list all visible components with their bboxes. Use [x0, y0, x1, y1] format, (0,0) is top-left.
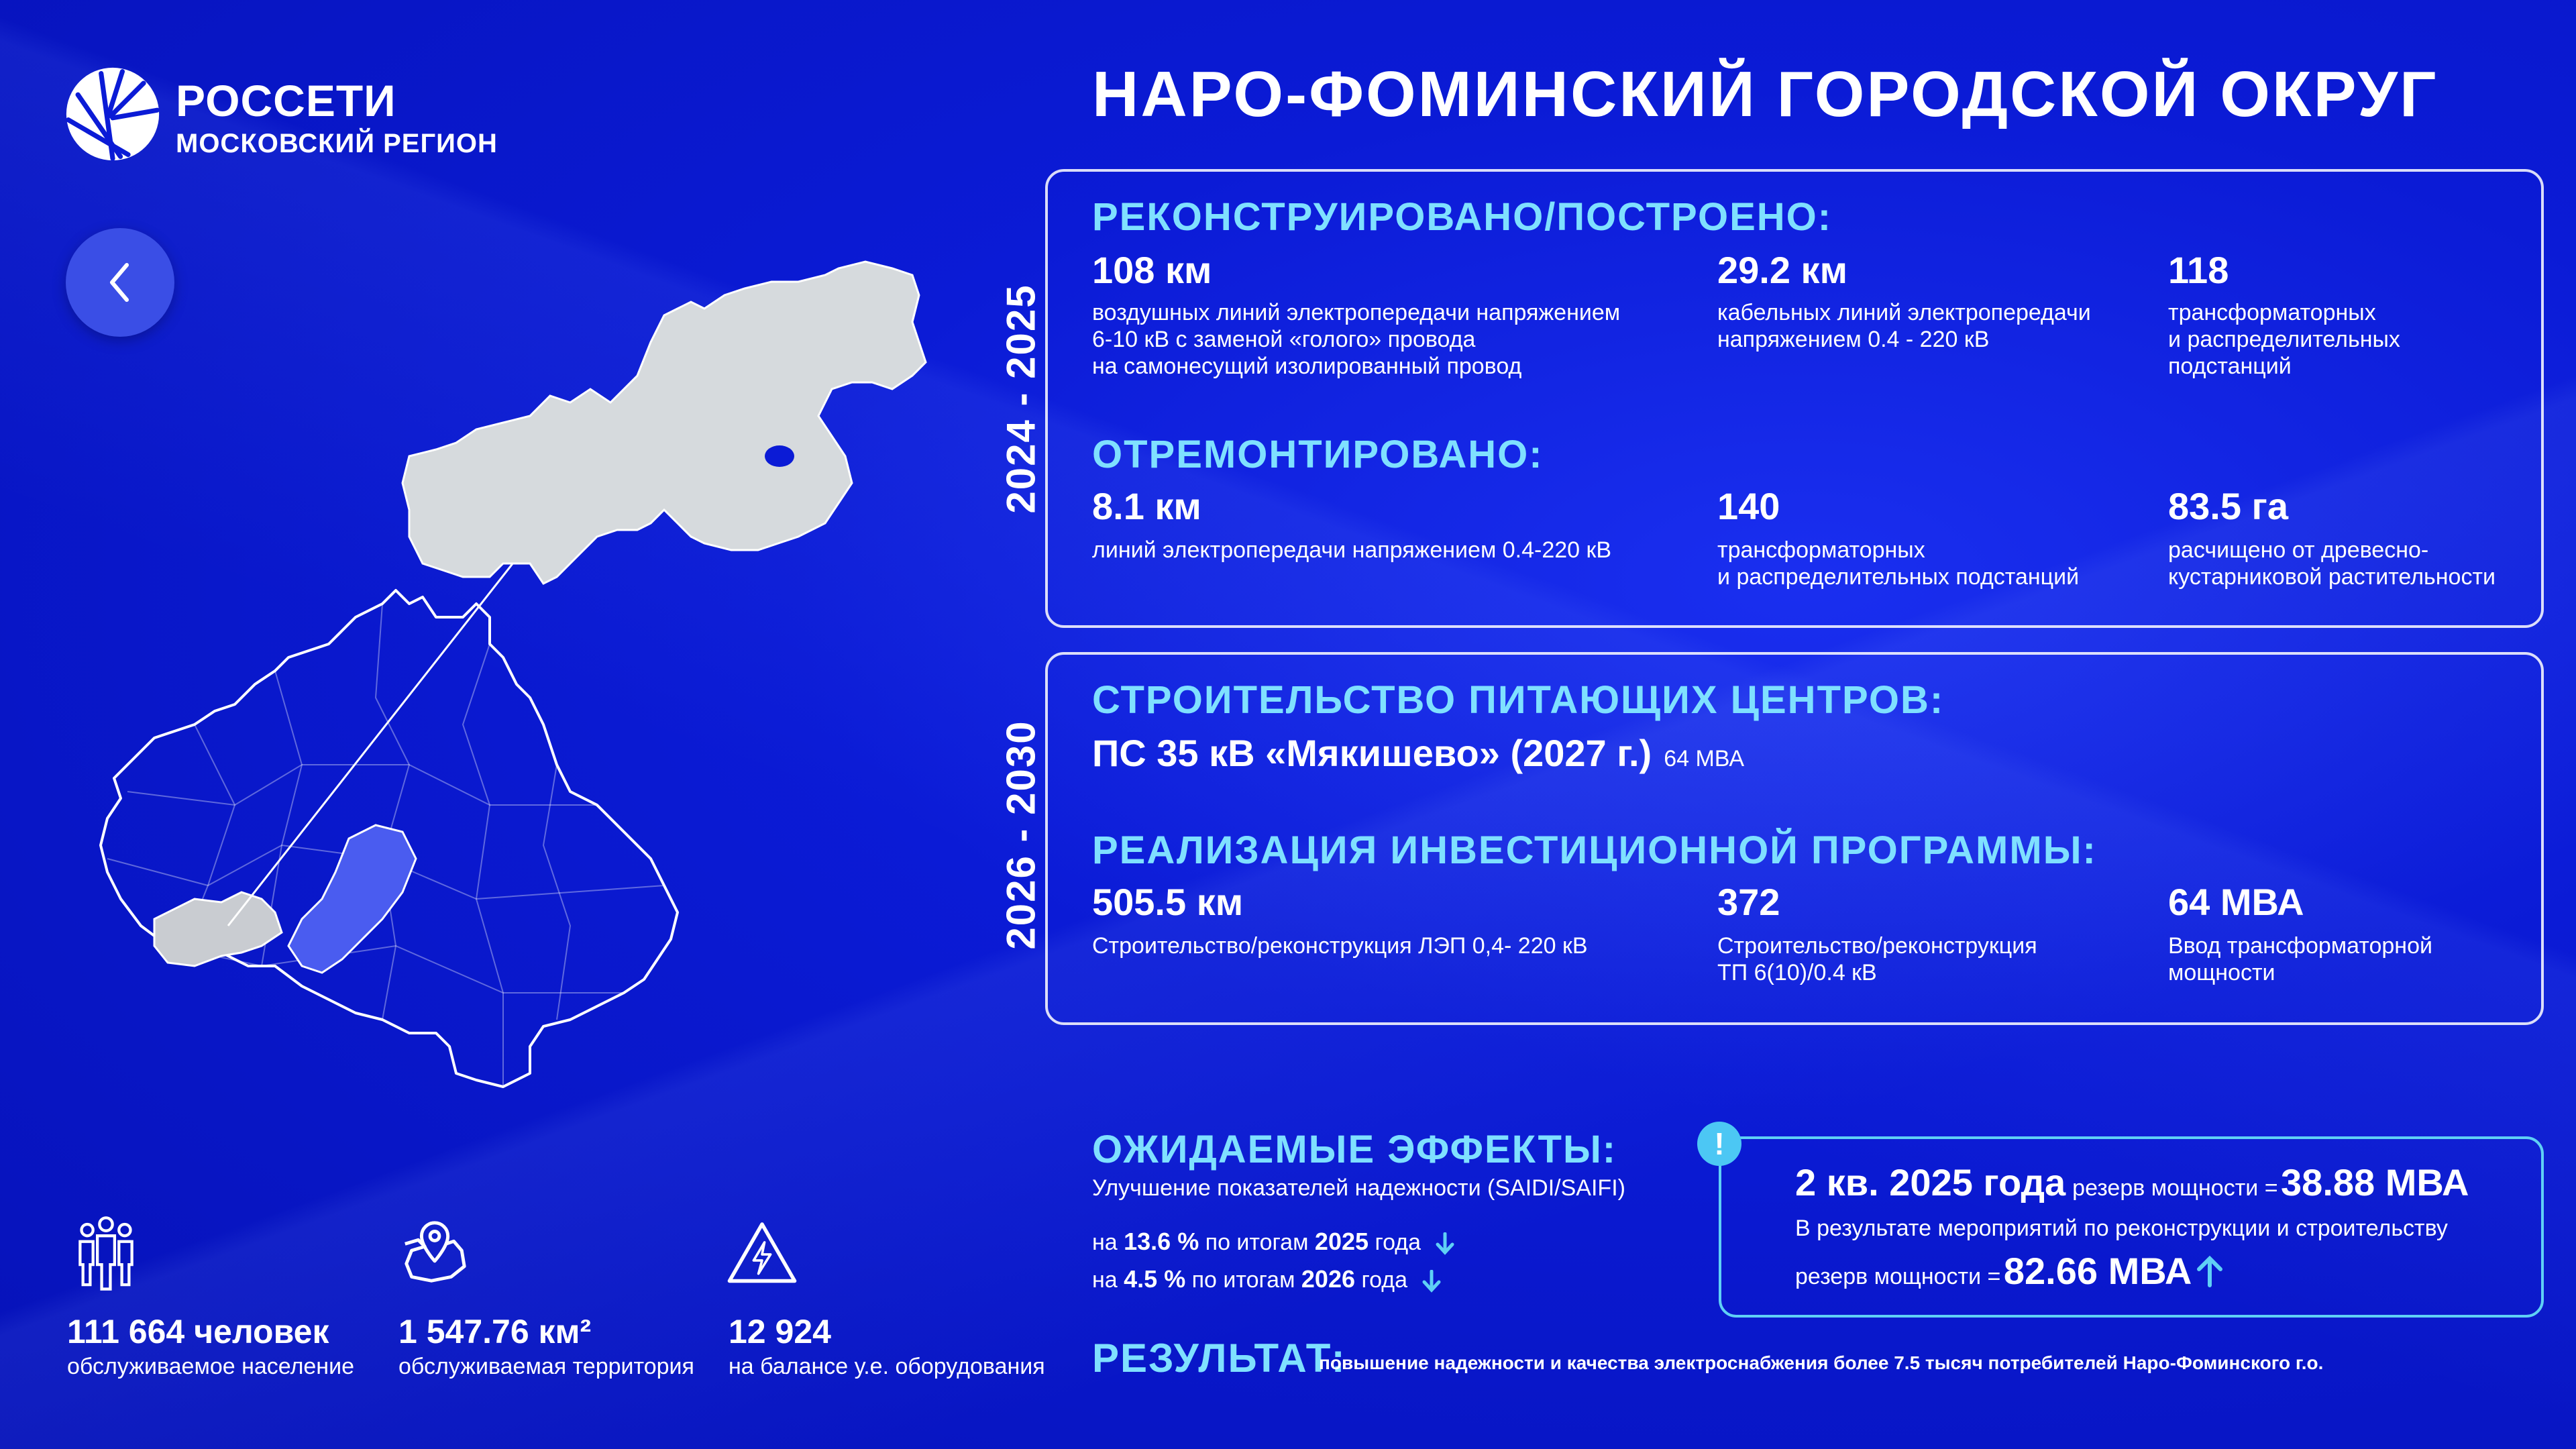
investment-value-1: 505.5 км: [1092, 881, 1244, 923]
year-label-2024-2025: 2024 - 2025: [998, 284, 1044, 514]
effects-title: ОЖИДАЕМЫЕ ЭФФЕКТЫ:: [1092, 1128, 1617, 1171]
arrow-down-icon: [1435, 1232, 1455, 1255]
reserve-value-2: 82.66 МВА: [2003, 1250, 2192, 1292]
repaired-value-2: 140: [1717, 485, 1780, 527]
repaired-desc-3: расчищено от древесно- кустарниковой растительности: [2168, 537, 2496, 590]
indicator-equipment-desc: на балансе у.е. оборудования: [729, 1354, 1045, 1379]
repaired-desc-1: линий электропередачи напряжением 0.4-220 кВ: [1092, 537, 1612, 563]
result-label: РЕЗУЛЬТАТ:: [1092, 1336, 1346, 1381]
reconstructed-desc-1: воздушных линий электропередачи напряжением 6-10 кВ с заменой «голого» провода на самонесущий изолированный провод: [1092, 300, 1621, 379]
power-centers-title: СТРОИТЕЛЬСТВО ПИТАЮЩИХ ЦЕНТРОВ:: [1092, 678, 1945, 722]
effect-line-2026: на 4.5 % по итогам 2026 года: [1092, 1265, 1442, 1293]
alert-icon: !: [1697, 1122, 1741, 1166]
investment-value-2: 372: [1717, 881, 1780, 923]
power-center-capacity: 64 МВА: [1664, 746, 1745, 771]
reserve-line-3: [1795, 1249, 2224, 1293]
map-pin-icon: [398, 1214, 471, 1293]
reconstructed-value-3: 118: [2168, 249, 2229, 291]
reserve-line-1: [1795, 1161, 2469, 1204]
power-center-line: [1092, 731, 1744, 775]
investment-value-3: 64 МВА: [2168, 881, 2304, 923]
people-icon: [70, 1214, 142, 1293]
indicator-population-desc: обслуживаемое население: [67, 1354, 354, 1379]
reserve-label-2: резерв мощности =: [1795, 1264, 2001, 1289]
year-label-2026-2030: 2026 - 2030: [998, 720, 1044, 950]
reserve-quarter: 2 кв. 2025 года: [1795, 1161, 2066, 1203]
naro-fominsk-large-shape: [402, 262, 926, 584]
reserve-value: 38.88 МВА: [2281, 1161, 2469, 1203]
reconstructed-desc-2: кабельных линий электропередачи напряжением 0.4 - 220 кВ: [1717, 300, 2091, 352]
rosseti-logo-icon: [64, 66, 161, 162]
effects-subtitle: Улучшение показателей надежности (SAIDI/SAIFI): [1092, 1175, 1625, 1201]
repaired-title: ОТРЕМОНТИРОВАНО:: [1092, 433, 1544, 476]
arrow-up-icon: [2195, 1254, 2224, 1288]
result-text: повышение надежности и качества электроснабжения более 7.5 тысяч потребителей Наро-Фоминского г.о.: [1319, 1352, 2324, 1373]
effect-line-2025: на 13.6 % по итогам 2025 года: [1092, 1228, 1455, 1256]
reconstructed-title: РЕКОНСТРУИРОВАНО/ПОСТРОЕНО:: [1092, 195, 1833, 239]
reconstructed-desc-3: трансформаторных и распределительных подстанций: [2168, 300, 2400, 379]
lightning-icon: [726, 1214, 798, 1293]
region-map: [60, 255, 946, 1194]
power-center-name: ПС 35 кВ «Мякишево» (2027 г.): [1092, 732, 1652, 774]
investment-title: РЕАЛИЗАЦИЯ ИНВЕСТИЦИОННОЙ ПРОГРАММЫ:: [1092, 828, 2097, 872]
naro-fominsk-small-shape: [154, 892, 282, 966]
indicator-territory-desc: обслуживаемая территория: [398, 1354, 694, 1379]
repaired-desc-2: трансформаторных и распределительных подстанций: [1717, 537, 2080, 590]
brand-region: МОСКОВСКИЙ РЕГИОН: [176, 129, 498, 158]
page-title: НАРО-ФОМИНСКИЙ ГОРОДСКОЙ ОКРУГ: [1092, 58, 2438, 130]
investment-desc-1: Строительство/реконструкция ЛЭП 0,4- 220 кВ: [1092, 933, 1588, 959]
repaired-value-3: 83.5 га: [2168, 485, 2289, 527]
repaired-value-1: 8.1 км: [1092, 485, 1201, 527]
investment-desc-2: Строительство/реконструкция ТП 6(10)/0.4 кВ: [1717, 933, 2037, 985]
brand-name: РОССЕТИ: [176, 76, 396, 125]
indicator-equipment-value: 12 924: [729, 1313, 831, 1350]
indicator-territory-value: 1 547.76 км²: [398, 1313, 592, 1350]
arrow-down-icon: [1421, 1270, 1442, 1293]
moscow-city-shape: [288, 825, 416, 973]
reserve-label: резерв мощности =: [2072, 1175, 2278, 1201]
reconstructed-value-1: 108 км: [1092, 249, 1212, 291]
investment-desc-3: Ввод трансформаторной мощности: [2168, 933, 2432, 985]
indicator-population-value: 111 664 человек: [67, 1313, 329, 1350]
reserve-text: В результате мероприятий по реконструкции и строительству: [1795, 1216, 2448, 1241]
reconstructed-value-2: 29.2 км: [1717, 249, 1848, 291]
